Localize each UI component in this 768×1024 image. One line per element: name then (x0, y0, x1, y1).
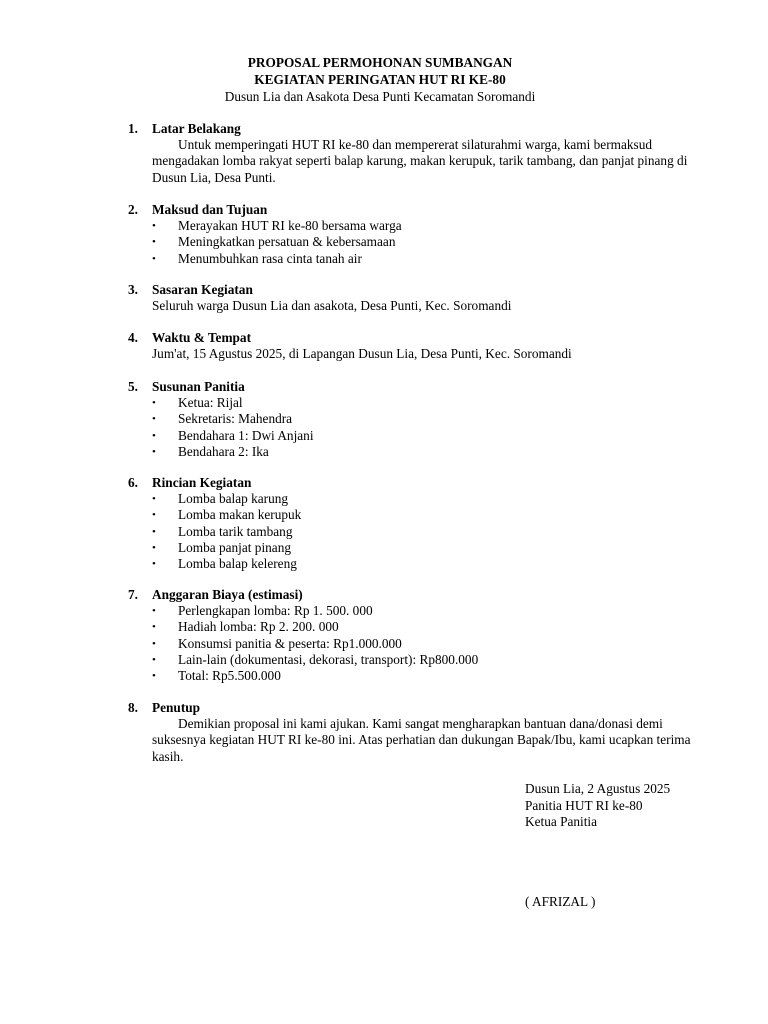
list-item (152, 619, 708, 635)
section-number: 3. (128, 282, 138, 297)
list-item-text: Sekretaris: Mahendra (178, 411, 293, 427)
list-item-text: Total: Rp5.500.000 (178, 668, 281, 684)
section-number: 2. (128, 202, 138, 217)
bullet-icon: • (152, 252, 156, 265)
bullet-icon: • (152, 653, 156, 666)
section-number: 7. (128, 587, 138, 602)
section-sasaran (128, 282, 708, 314)
section-heading (128, 202, 708, 218)
list-item-text: Lain-lain (dokumentasi, dekorasi, transport): Rp800.000 (178, 651, 479, 667)
bullet-icon: • (152, 397, 156, 410)
section-anggaran-biaya (128, 587, 708, 684)
bullet-icon: • (152, 509, 156, 522)
bullet-icon: • (152, 413, 156, 426)
section-text: Seluruh warga Dusun Lia dan asakota, Desa Punti, Kec. Soromandi (152, 298, 512, 314)
list-item-text: Hadiah lomba: Rp 2. 200. 000 (178, 619, 339, 635)
bullet-icon: • (152, 493, 156, 506)
bullet-list (152, 395, 708, 460)
bullet-icon: • (152, 429, 156, 442)
list-item-text: Merayakan HUT RI ke-80 bersama warga (178, 218, 402, 234)
list-item (152, 428, 708, 444)
list-item-text: Lomba balap kelereng (178, 556, 297, 572)
list-item (152, 491, 708, 507)
section-heading (128, 379, 708, 395)
bullet-icon: • (152, 621, 156, 634)
section-latar-belakang (128, 121, 708, 186)
list-item-text: Meningkatkan persatuan & kebersamaan (178, 234, 396, 250)
section-title: Waktu & Tempat (152, 330, 252, 345)
list-item-text: Lomba panjat pinang (178, 539, 291, 555)
bullet-list (152, 218, 708, 267)
bullet-icon: • (152, 525, 156, 538)
bullet-icon: • (152, 236, 156, 249)
bullet-icon: • (152, 558, 156, 571)
list-item (152, 540, 708, 556)
section-title: Maksud dan Tujuan (152, 202, 268, 217)
list-item (152, 395, 708, 411)
title-line-1: PROPOSAL PERMOHONAN SUMBANGAN (247, 55, 513, 70)
list-item-text: Konsumsi panitia & peserta: Rp1.000.000 (178, 635, 402, 651)
section-number: 5. (128, 379, 138, 394)
list-item (152, 556, 708, 572)
section-title: Anggaran Biaya (estimasi) (152, 587, 303, 602)
section-heading (128, 587, 708, 603)
bullet-icon: • (152, 605, 156, 618)
section-heading (128, 475, 708, 491)
bullet-list (152, 491, 708, 572)
section-susunan-panitia (128, 379, 708, 460)
section-number: 4. (128, 330, 138, 345)
section-rincian-kegiatan (128, 475, 708, 572)
section-number: 1. (128, 121, 138, 136)
list-item (152, 411, 708, 427)
list-item (152, 636, 708, 652)
signature-name: ( AFRIZAL ) (525, 894, 596, 909)
list-item (152, 507, 708, 523)
list-item-text: Lomba tarik tambang (178, 523, 293, 539)
list-item (152, 444, 708, 460)
bullet-list (152, 603, 708, 684)
list-item (152, 218, 708, 234)
section-paragraph: Untuk memperingati HUT RI ke-80 dan mempererat silaturahmi warga, kami bermaksud mengadakan lomba rakyat seperti balap karung, makan kerupuk, tarik tambang, dan panjat pinang di Dusun Lia, Desa Punti. (152, 137, 688, 185)
section-maksud-tujuan (128, 202, 708, 267)
list-item-text: Ketua: Rijal (178, 395, 243, 411)
section-penutup (128, 700, 708, 765)
section-waktu-tempat (128, 330, 708, 362)
section-number: 8. (128, 700, 138, 715)
list-item (152, 234, 708, 250)
section-number: 6. (128, 475, 138, 490)
list-item (152, 668, 708, 684)
list-item-text: Lomba makan kerupuk (178, 507, 302, 523)
list-item (152, 251, 708, 267)
section-text: Jum'at, 15 Agustus 2025, di Lapangan Dusun Lia, Desa Punti, Kec. Soromandi (152, 346, 572, 362)
bullet-icon: • (152, 445, 156, 458)
list-item (152, 524, 708, 540)
section-title: Susunan Panitia (152, 379, 245, 394)
section-paragraph: Demikian proposal ini kami ajukan. Kami sangat mengharapkan bantuan dana/donasi demi suksesnya kegiatan HUT RI ke-80 ini. Atas perhatian dan dukungan Bapak/Ibu, kami ucapkan terima kasih. (152, 716, 691, 764)
section-heading (128, 700, 708, 716)
list-item (152, 652, 708, 668)
bullet-icon: • (152, 670, 156, 683)
signature-organization: Panitia HUT RI ke-80 (525, 798, 643, 813)
list-item-text: Bendahara 2: Ika (178, 443, 269, 459)
section-title: Penutup (152, 700, 201, 715)
signature-role: Ketua Panitia (525, 814, 598, 829)
section-title: Latar Belakang (152, 121, 241, 136)
section-heading (128, 330, 708, 346)
section-heading (128, 282, 708, 298)
signature-place-date: Dusun Lia, 2 Agustus 2025 (525, 781, 671, 796)
list-item-text: Menumbuhkan rasa cinta tanah air (178, 250, 362, 266)
list-item-text: Perlengkapan lomba: Rp 1. 500. 000 (178, 603, 373, 619)
list-item (152, 603, 708, 619)
bullet-icon: • (152, 637, 156, 650)
section-title: Rincian Kegiatan (152, 475, 252, 490)
subtitle: Dusun Lia dan Asakota Desa Punti Kecamatan Soromandi (224, 89, 536, 104)
bullet-icon: • (152, 541, 156, 554)
section-title: Sasaran Kegiatan (152, 282, 253, 297)
list-item-text: Bendahara 1: Dwi Anjani (178, 427, 314, 443)
title-line-2: KEGIATAN PERINGATAN HUT RI KE-80 (254, 72, 506, 87)
section-heading (128, 121, 708, 137)
bullet-icon: • (152, 220, 156, 233)
list-item-text: Lomba balap karung (178, 491, 289, 507)
